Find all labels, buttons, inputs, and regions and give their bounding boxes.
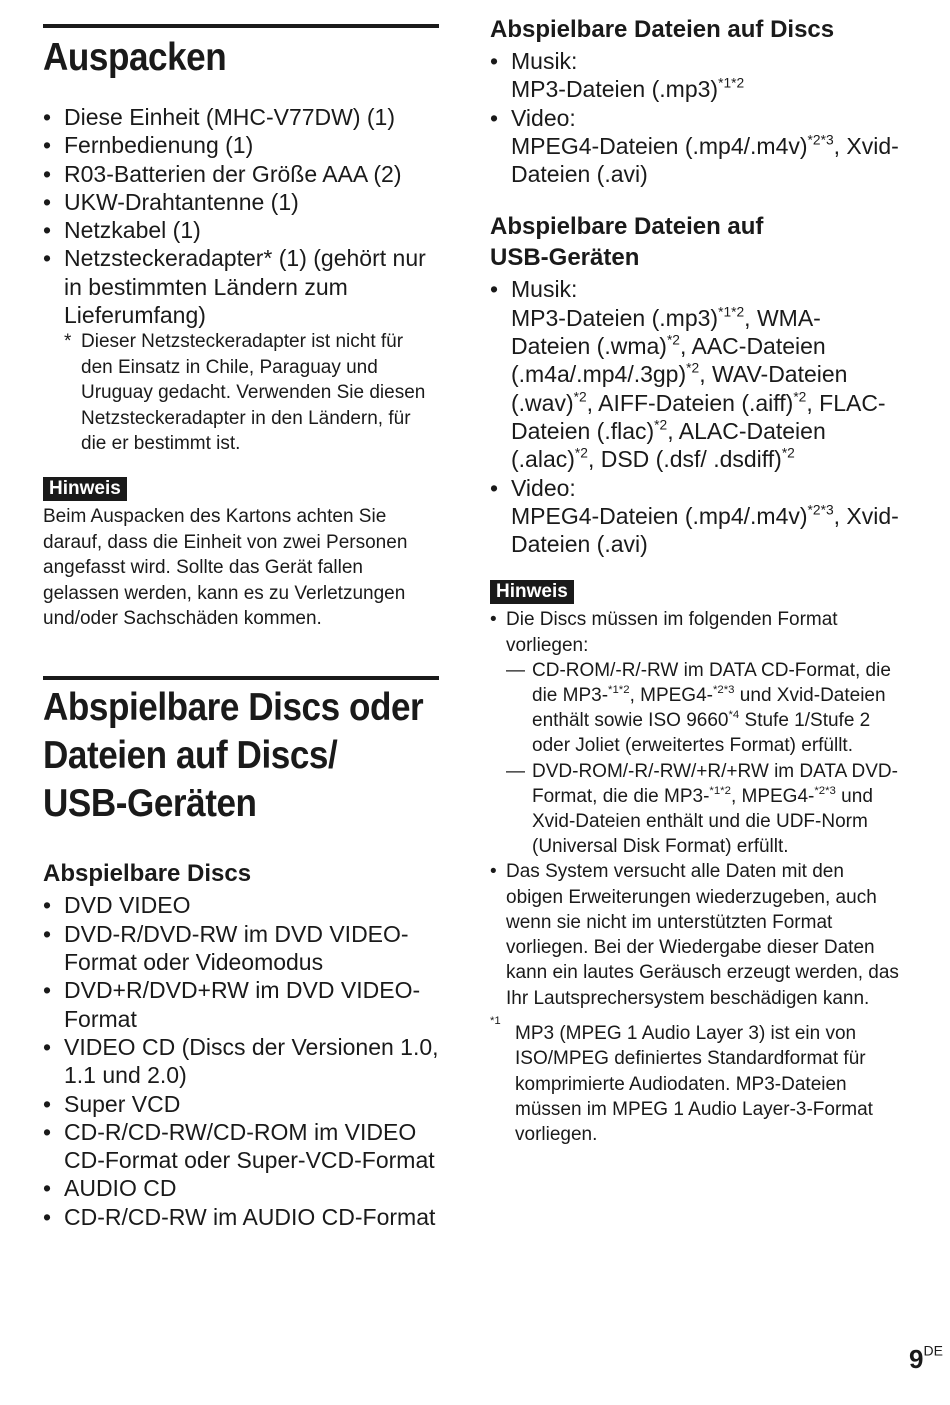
adapter-footnote: [43, 329, 439, 456]
footnote-text: Dieser Netzsteckeradapter ist nicht für den Einsatz in Chile, Paraguay und Uruguay gedacht. Verwenden Sie diesen Netzsteckeradapter in den Ländern, für die er bestimmt ist.: [81, 331, 426, 454]
item-text: MPEG4-Dateien (.mp4/.m4v): [511, 502, 808, 529]
item-text: , AIFF-Dateien (.aiff): [586, 389, 794, 416]
list-item: • Netzsteckeradapter* (1) (gehört nur in bestimmten Ländern zum Lieferumfang): [43, 244, 439, 329]
footnote-ref: *2*3: [712, 684, 735, 697]
list-item: • Netzkabel (1): [43, 216, 439, 244]
usb-files-list: [490, 275, 900, 558]
package-contents-list: [43, 103, 439, 329]
subsection-title-discs: Abspielbare Discs: [43, 860, 252, 888]
item-text: , Xvid-Dateien (.avi): [511, 132, 899, 188]
list-item: [490, 47, 900, 104]
footnote-ref: *2: [573, 389, 587, 405]
title-line: Abspielbare Discs oder: [43, 686, 424, 730]
item-text: , MPEG4-: [730, 785, 815, 807]
list-item: • UKW-Drahtantenne (1): [43, 188, 439, 216]
section-title-auspacken: Auspacken: [43, 36, 227, 79]
page-language-code: DE: [923, 1342, 943, 1359]
list-item: [490, 607, 900, 859]
list-item: • Super VCD: [43, 1090, 439, 1118]
title-line: Abspielbare Dateien auf: [490, 213, 764, 241]
item-text: , WMA-Dateien (.wma): [511, 304, 821, 360]
section-rule: [43, 676, 439, 680]
footnote-ref: *2*3: [814, 784, 836, 797]
footnote-ref: *2: [574, 445, 588, 461]
page-number: [909, 1344, 943, 1375]
footnote-ref: *2: [781, 445, 795, 461]
note-text: Beim Auspacken des Kartons achten Sie darauf, dass die Einheit von zwei Personen angefasst wird. Sollte das Gerät fallen gelassen werden, kann es zu Verletzungen und/oder Sachschäden kommen.: [43, 506, 408, 630]
list-item: • AUDIO CD: [43, 1174, 439, 1202]
playable-discs-list: [43, 891, 439, 1231]
disc-files-list: [490, 47, 900, 188]
format-sub-list: [506, 658, 900, 860]
item-text: , ALAC-Dateien (.alac): [511, 417, 826, 473]
section-rule: [43, 24, 439, 28]
item-text: MP3-Dateien (.mp3): [511, 304, 719, 331]
left-column: [43, 24, 439, 1231]
subsection-title-disc-files: Abspielbare Dateien auf Discs: [490, 16, 835, 43]
footnote-ref: *2: [793, 389, 807, 405]
list-item: • Fernbedienung (1): [43, 131, 439, 159]
page-number-value: 9: [909, 1344, 924, 1374]
item-text: CD-ROM/-R/-RW im DATA CD-Format, die die MP3-: [532, 659, 891, 707]
footnote-ref: *1*2: [608, 684, 630, 697]
item-label: Video:: [511, 474, 576, 501]
item-label: Video:: [511, 104, 576, 131]
title-line: Dateien auf Discs/: [43, 734, 338, 778]
footnote-mark: *: [64, 331, 72, 353]
item-text: und Xvid-Dateien enthält sowie ISO 9660: [532, 685, 886, 732]
section-title-playable: [43, 684, 424, 828]
list-item: • Das System versucht alle Daten mit den obigen Erweiterungen wiederzugeben, auch wenn sie nicht im unterstützten Format vorliegen. Bei der Wiedergabe dieser Daten kann ein lautes Geräusch erzeugt werden, das Ihr Lautsprechersystem beschädigen kann.: [490, 859, 900, 1010]
sub-list-item: [506, 658, 900, 759]
footnote-ref: *2: [654, 417, 668, 433]
footnote-ref: *1*2: [709, 784, 731, 797]
item-text: , MPEG4-: [629, 685, 713, 707]
list-item: • Diese Einheit (MHC-V77DW) (1): [43, 103, 439, 131]
item-text: , WAV-Dateien (.wav): [511, 361, 848, 416]
list-item: • DVD VIDEO: [43, 891, 439, 919]
item-text: Die Discs müssen im folgenden Format vorliegen:: [506, 609, 838, 656]
footnote-ref: *2: [686, 360, 700, 376]
item-text: MP3-Dateien (.mp3): [511, 76, 719, 103]
item-label: Musik:: [511, 48, 578, 74]
footnote-ref: *4: [728, 709, 740, 722]
right-column: [490, 14, 900, 1148]
note-block: [490, 580, 900, 1010]
footnote-ref: *2*3: [807, 502, 834, 518]
footnote-text: MP3 (MPEG 1 Audio Layer 3) ist ein von ISO/MPEG definiertes Standardformat für komprimierte Audiodaten. MP3-Dateien müssen im MPEG 1 Audio Layer-3-Format vorliegen.: [515, 1022, 873, 1146]
item-text: , FLAC-Dateien (.flac): [511, 389, 886, 444]
list-item: • R03-Batterien der Größe AAA (2): [43, 160, 439, 188]
sub-list-item: [506, 759, 900, 860]
list-item: [490, 474, 900, 559]
item-text: , DSD (.dsf/ .dsdiff): [587, 446, 782, 473]
item-text: , AAC-Dateien (.m4a/.mp4/.3gp): [511, 333, 826, 388]
item-label: Musik:: [511, 276, 578, 303]
list-item: [490, 104, 900, 189]
title-line: USB-Geräten: [43, 782, 257, 826]
subsection-title-usb-files: [490, 211, 900, 273]
list-item: • CD-R/CD-RW/CD-ROM im VIDEO CD-Format oder Super-VCD-Format: [43, 1118, 439, 1175]
footnote-ref: *2: [666, 332, 680, 348]
list-item: • VIDEO CD (Discs der Versionen 1.0, 1.1 und 2.0): [43, 1033, 439, 1090]
footnote-ref: *2*3: [807, 132, 834, 148]
list-item: • DVD+R/DVD+RW im DVD VIDEO-Format: [43, 976, 439, 1033]
item-text: und Xvid-Dateien enthält und die UDF-Norm (Universal Disk Format) erfüllt.: [532, 785, 873, 858]
note-badge: Hinweis: [490, 580, 574, 604]
item-text: , Xvid-Dateien (.avi): [511, 502, 899, 558]
note-badge: Hinweis: [43, 477, 127, 501]
footnote-ref: *1*2: [718, 304, 745, 320]
note-block: [43, 477, 439, 631]
footnote-ref: *1*2: [718, 75, 745, 91]
list-item: • DVD-R/DVD-RW im DVD VIDEO-Format oder Videomodus: [43, 920, 439, 977]
footnote-star1: *1 MP3 (MPEG 1 Audio Layer 3) ist ein von ISO/MPEG definiertes Standardformat für komprimierte Audiodaten. MP3-Dateien müssen im MPEG 1 Audio Layer-3-Format vorliegen.: [490, 1014, 873, 1146]
list-item: • CD-R/CD-RW im AUDIO CD-Format: [43, 1203, 439, 1231]
title-line: USB-Geräten: [490, 244, 640, 272]
list-item: [490, 275, 900, 473]
note-list: [490, 607, 900, 1010]
item-text: DVD-ROM/-R/-RW/+R/+RW im DATA DVD-Format, die die MP3-: [532, 760, 898, 807]
item-text: MPEG4-Dateien (.mp4/.m4v): [511, 132, 808, 159]
item-text: Stufe 1/Stufe 2 oder Joliet (erweitertes Format) erfüllt.: [532, 710, 871, 757]
